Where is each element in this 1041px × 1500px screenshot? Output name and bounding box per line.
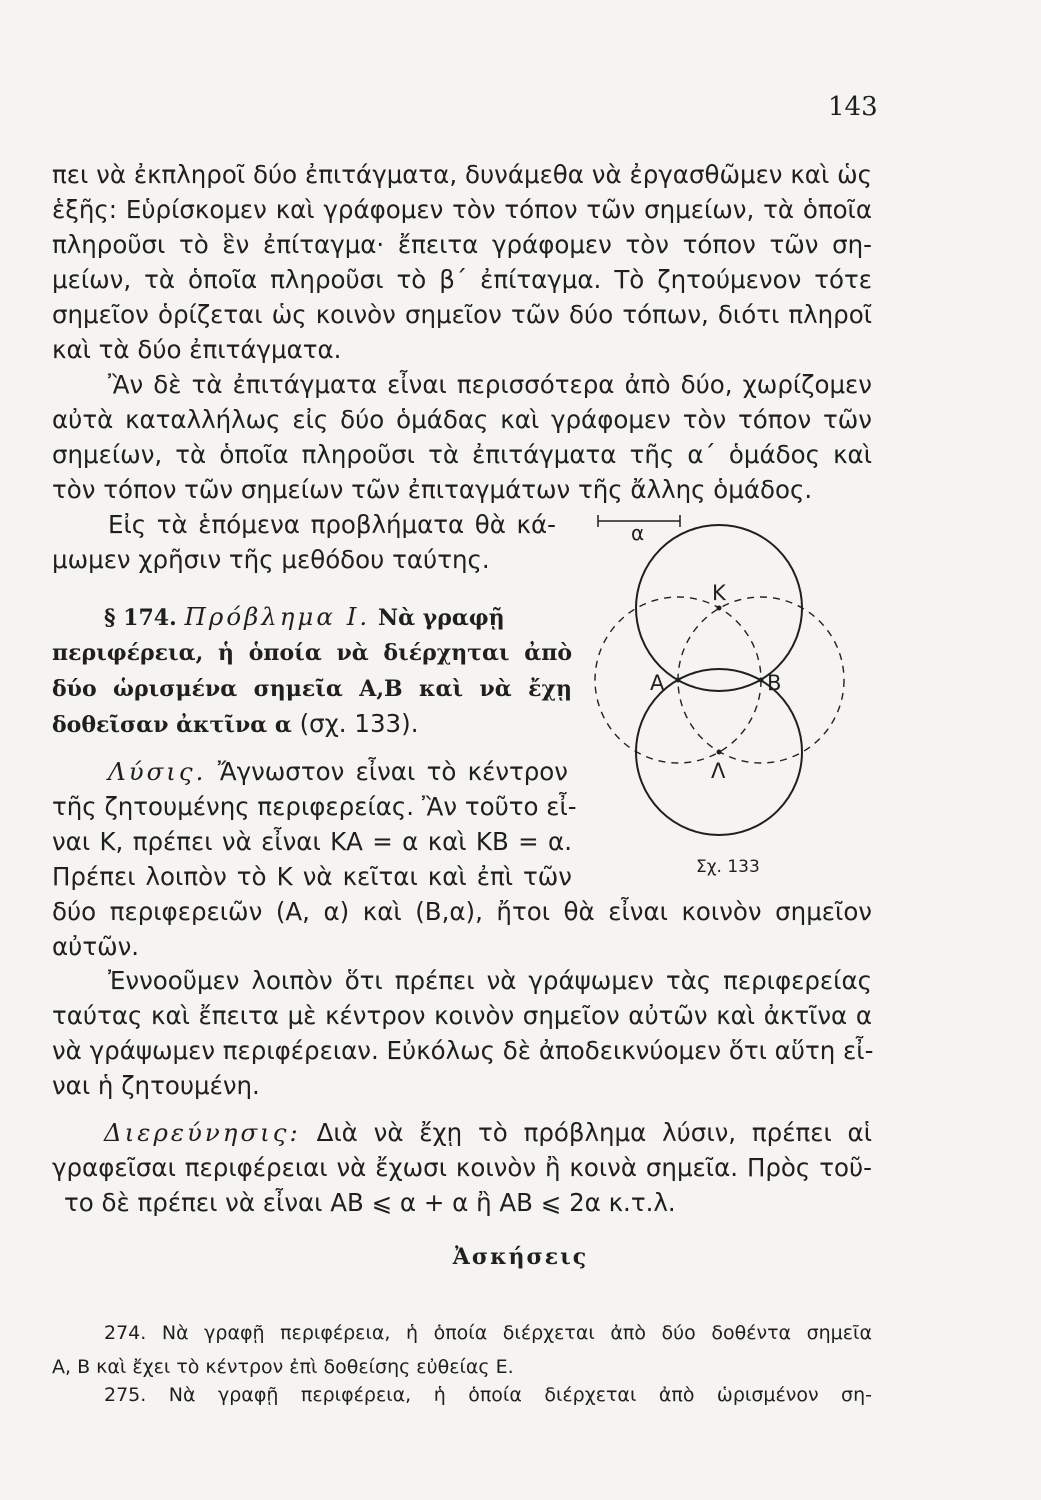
point-b [759, 678, 764, 683]
text-line: ταύτας καὶ ἔπειτα μὲ κέντρον κοινὸν σημεῖον αὐτῶν καὶ ἀκτῖνα α [52, 1001, 872, 1030]
exercise-line: 274. Νὰ γραφῇ περιφέρεια, ἡ ὁποία διέρχεται ἀπὸ δύο δοθέντα σημεῖα [104, 1322, 872, 1344]
exercise-line: Α, Β καὶ ἔχει τὸ κέντρον ἐπὶ δοθείσης εὐθείας Ε. [52, 1356, 514, 1378]
problem-label: Πρόβλημα Ι. [184, 602, 371, 631]
text-line: σημεῖον ὁρίζεται ὡς κοινὸν σημεῖον τῶν δύο τόπων, διότι πληροῖ [52, 300, 872, 329]
radius-label: α [631, 521, 645, 545]
page-number: 143 [828, 92, 878, 122]
text-line: Πρέπει λοιπὸν τὸ Κ νὰ κεῖται καὶ ἐπὶ τῶν [52, 862, 572, 891]
text-line: ἑξῆς: Εὑρίσκομεν καὶ γράφομεν τὸν τόπον τῶν σημείων, τὰ ὁποῖα [52, 195, 872, 224]
text-line: ναι Κ, πρέπει νὰ εἶναι ΚΑ = α καὶ ΚΒ = α. [52, 827, 572, 856]
text-line: καὶ τὰ δύο ἐπιτάγματα. [52, 335, 342, 364]
point-l [717, 750, 722, 755]
problem-text: περιφέρεια, ἡ ὁποία νὰ διέρχηται ἀπὸ [52, 640, 572, 666]
text-line: νὰ γράψωμεν περιφέρειαν. Εὐκόλως δὲ ἀποδεικνύομεν ὅτι αὕτη εἶ- [52, 1036, 874, 1065]
text-line: Διὰ νὰ ἔχῃ τὸ πρόβλημα λύσιν, πρέπει αἱ [316, 1118, 872, 1147]
point-a [676, 678, 681, 683]
text-line: Εἰς τὰ ἑπόμενα προβλήματα θὰ κά- [108, 510, 556, 539]
problem-text: δύο ὡρισμένα σημεῖα Α,Β καὶ νὰ ἔχῃ [52, 676, 572, 702]
text-line: πληροῦσι τὸ ἓν ἐπίταγμα· ἔπειτα γράφομεν τὸν τόπον τῶν ση- [52, 230, 872, 259]
exercise-line: 275. Νὰ γραφῇ περιφέρεια, ἡ ὁποία διέρχεται ἀπὸ ὡρισμένον ση- [104, 1384, 872, 1406]
text-line: πει νὰ ἐκπληροῖ δύο ἐπιτάγματα, δυνάμεθα νὰ ἐργασθῶμεν καὶ ὡς [52, 160, 872, 189]
text-line: Ἄγνωστον εἶναι τὸ κέντρον [217, 757, 568, 786]
label-b: Β [767, 671, 782, 695]
figure-caption: Σχ. 133 [696, 857, 760, 877]
text-line: σημείων, τὰ ὁποῖα πληροῦσι τὰ ἐπιτάγματα τῆς α΄ ὁμάδος καὶ [52, 440, 872, 469]
problem-text: Νὰ γραφῇ [377, 605, 505, 631]
problem-text: δοθεῖσαν ἀκτῖνα α [52, 712, 292, 738]
text-line: αὐτὰ καταλλήλως εἰς δύο ὁμάδας καὶ γράφομεν τὸν τόπον τῶν [52, 405, 872, 434]
text-line: μωμεν χρῆσιν τῆς μεθόδου ταύτης. [52, 545, 490, 574]
text-line: δύο περιφερειῶν (Α, α) καὶ (Β,α), ἤτοι θὰ εἶναι κοινὸν σημεῖον [52, 897, 872, 926]
text-line: Ἐννοοῦμεν λοιπὸν ὅτι πρέπει νὰ γράψωμεν τὰς περιφερείας [108, 966, 872, 995]
solution-label: Λύσις. [108, 757, 207, 786]
label-k: Κ [712, 581, 726, 605]
figure-reference: (σχ. 133). [299, 709, 419, 738]
text-line: ναι ἡ ζητουμένη. [52, 1071, 260, 1100]
text-line: Ἂν δὲ τὰ ἐπιτάγματα εἶναι περισσότερα ἀπὸ δύο, χωρίζομεν [108, 370, 872, 399]
problem-number: § 174. [104, 605, 177, 631]
label-a: Α [650, 671, 665, 695]
discussion-label: Διερεύνησις: [104, 1118, 301, 1147]
point-k [717, 606, 722, 611]
text-line: τὸν τόπον τῶν σημείων τῶν ἐπιταγμάτων τῆς ἄλλης ὁμάδος. [52, 475, 813, 504]
radius-marker [598, 515, 680, 545]
text-line: γραφεῖσαι περιφέρειαι νὰ ἔχωσι κοινὸν ἢ κοινὰ σημεῖα. Πρὸς τοῦ- [52, 1153, 872, 1182]
label-l: Λ [711, 759, 726, 783]
text-line: αὐτῶν. [52, 932, 140, 961]
text-line: μείων, τὰ ὁποῖα πληροῦσι τὸ β΄ ἐπίταγμα. Τὸ ζητούμενον τότε [52, 265, 872, 294]
exercises-heading: Ἀσκήσεις [452, 1244, 589, 1270]
text-line: τῆς ζητουμένης περιφερείας. Ἂν τοῦτο εἶ- [52, 792, 577, 821]
text-line: το δὲ πρέπει νὰ εἶναι ΑΒ ⩽ α + α ἢ ΑΒ ⩽ 2α κ.τ.λ. [64, 1188, 676, 1217]
